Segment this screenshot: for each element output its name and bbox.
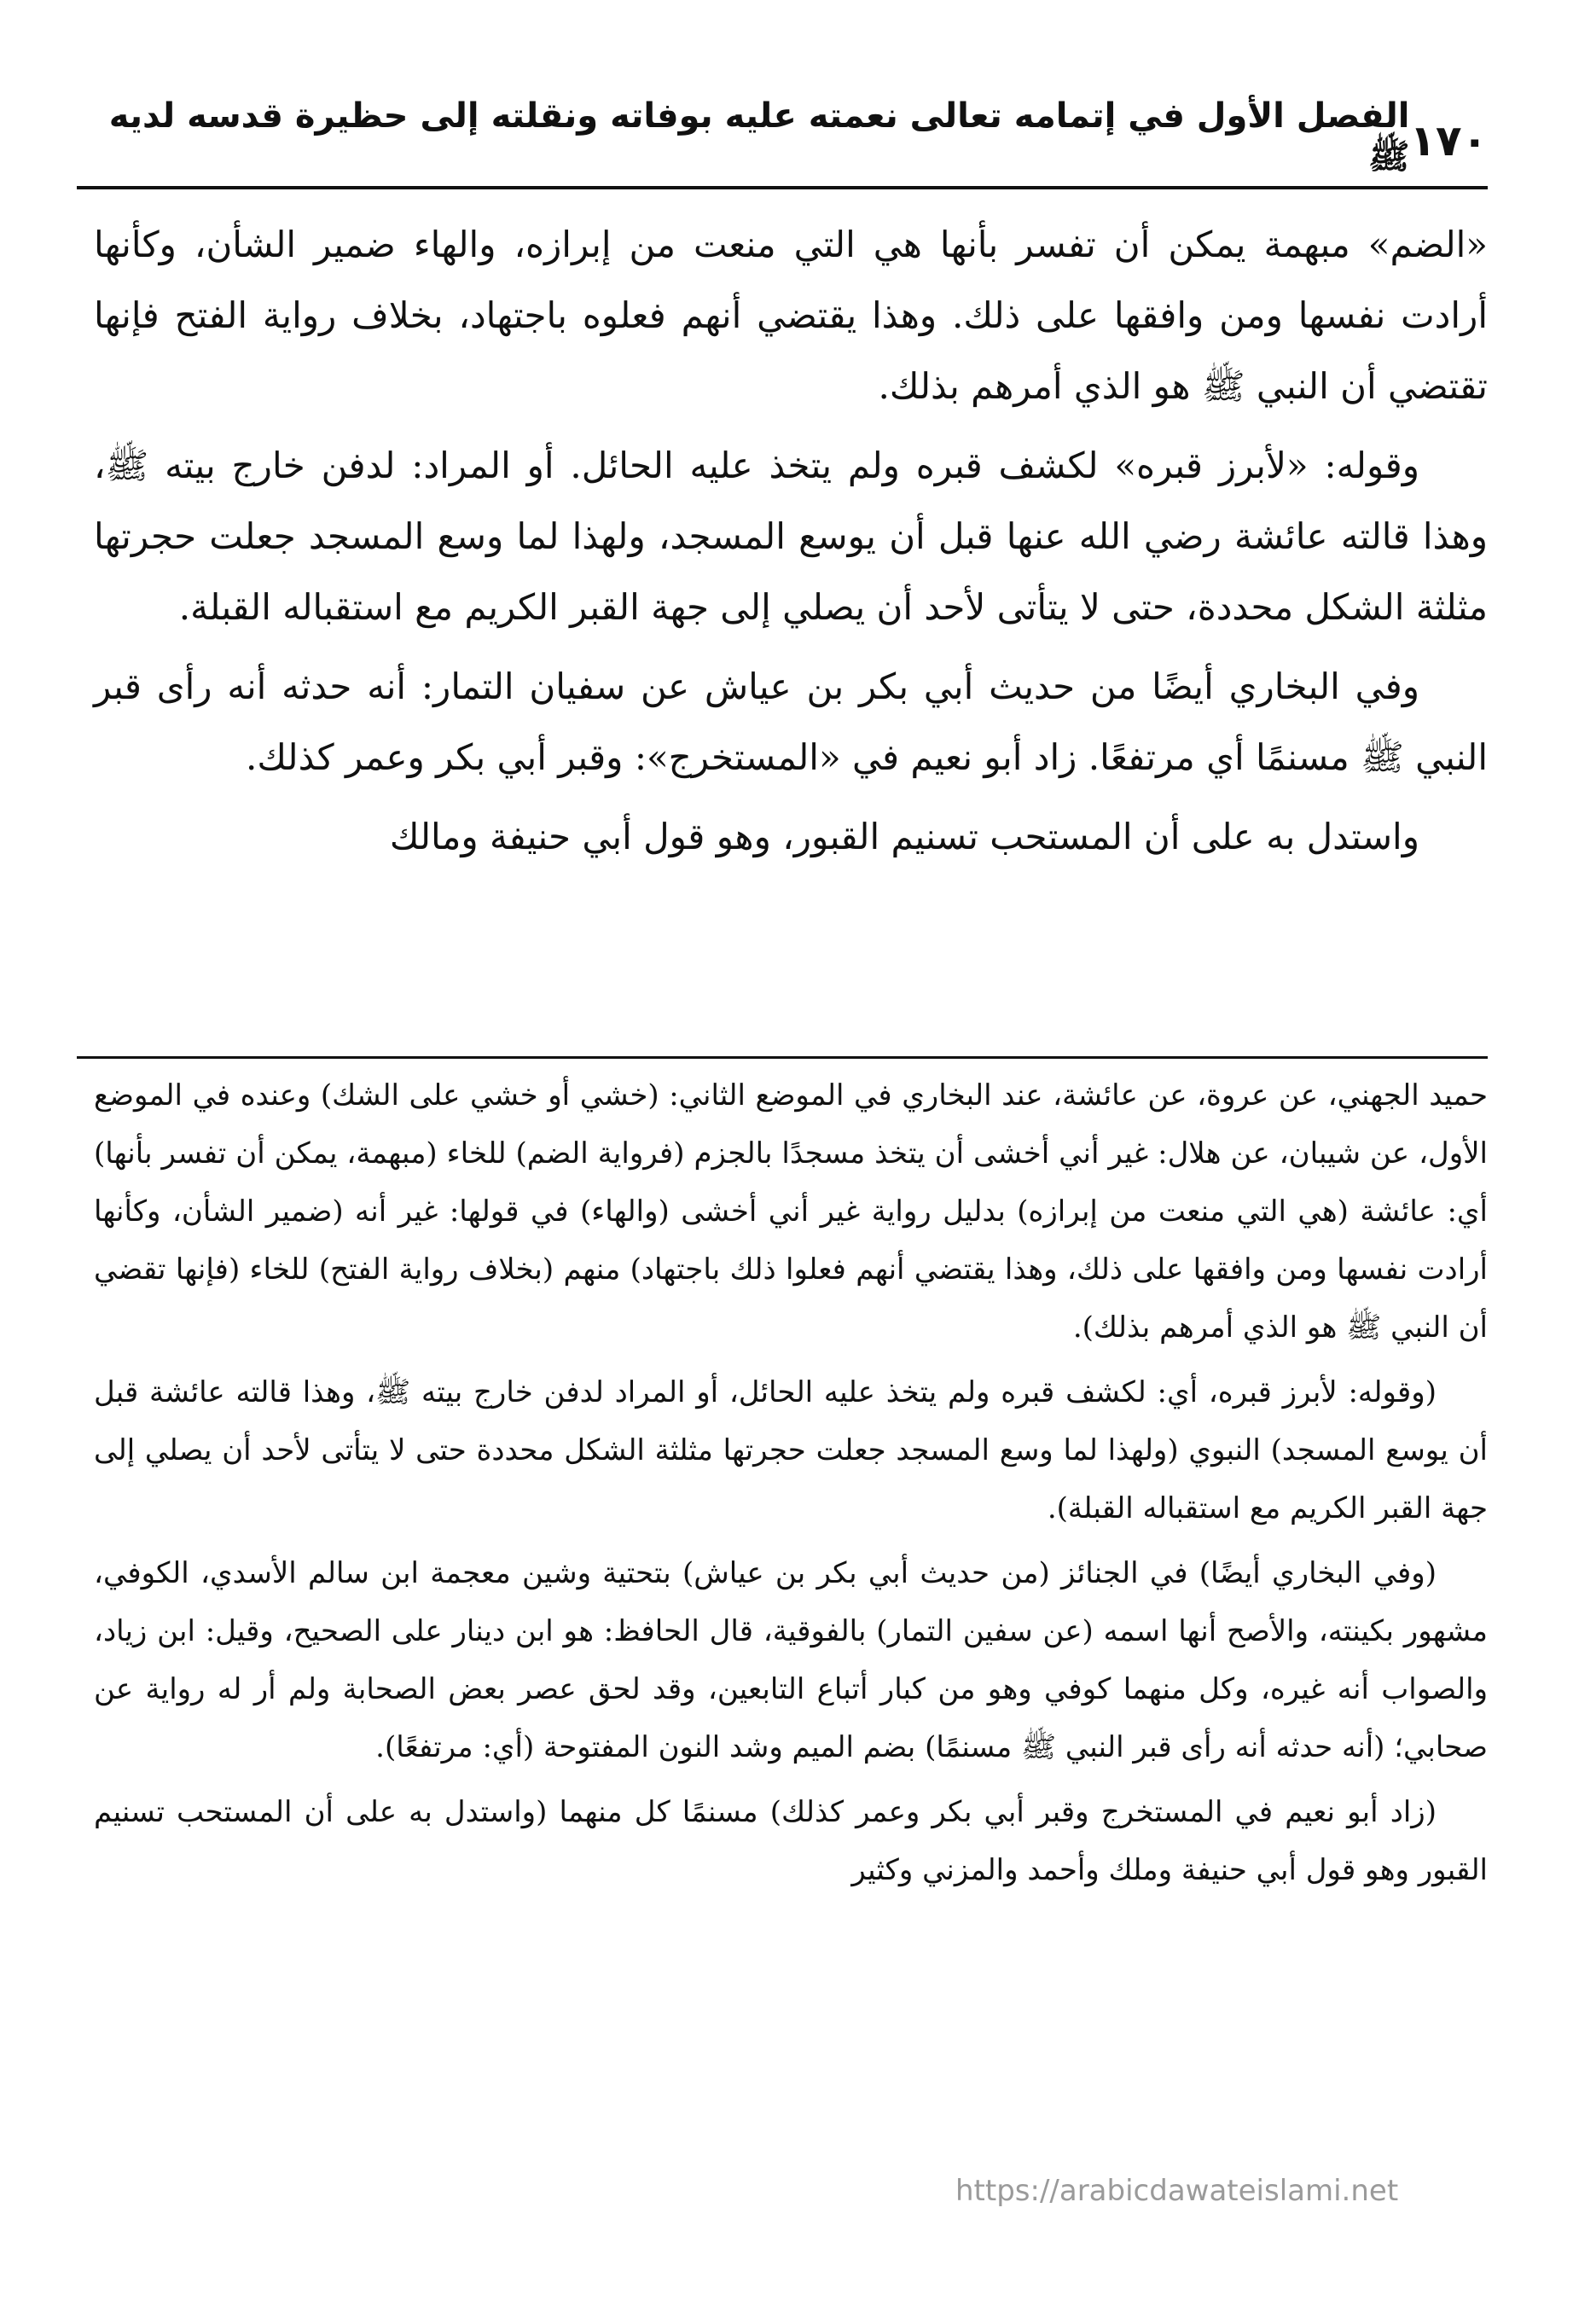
main-paragraph-4: واستدل به على أن المستحب تسنيم القبور، وهو قول أبي حنيفة ومالك	[389, 816, 1419, 857]
footnote-rule	[77, 1056, 1488, 1059]
main-paragraph-1: «الضم» مبهمة يمكن أن تفسر بأنها هي التي منعت من إبرازه، والهاء ضمير الشأن، وكأنها أرادت نفسها ومن وافقها على ذلك. وهذا يقتضي أنهم فعلوه باجتهاد، بخلاف رواية الفتح فإنها تقتضي أن النبي ﷺ هو الذي أمرهم بذلك.	[94, 224, 1488, 407]
commentary-paragraph-1: حميد الجهني، عن عروة، عن عائشة، عند البخاري في الموضع الثاني: (خشي أو خشي على الشك) وعنده في الموضع الأول، عن شيبان، عن هلال: غير أني أخشى أن يتخذ مسجدًا بالجزم (فرواية الضم) للخاء (مبهمة، يمكن أن تفسر بأنها) أي: عائشة (هي التي منعت من إبرازه) بدليل رواية غير أني أخشى (والهاء) في قولها: غير أنه (ضمير الشأن، وكأنها أرادت نفسها ومن وافقها على ذلك، وهذا يقتضي أنهم فعلوا ذلك باجتهاد) منهم (بخلاف رواية الفتح) للخاء (فإنها تقضي أن النبي ﷺ هو الذي أمرهم بذلك).	[94, 1078, 1488, 1345]
watermark-url: https://arabicdawateislami.net	[955, 2174, 1399, 2208]
header-rule	[77, 186, 1488, 189]
main-paragraph-2: وقوله: «لأبرز قبره» لكشف قبره ولم يتخذ عليه الحائل. أو المراد: لدفن خارج بيته ﷺ، وهذا قالته عائشة رضي الله عنها قبل أن يوسع المسجد، ولهذا لما وسع المسجد جعلت حجرتها مثلثة الشكل محددة، حتى لا يتأتى لأحد أن يصلي إلى جهة القبر الكريم مع استقباله القبلة.	[94, 444, 1488, 628]
commentary-paragraph-3: (وفي البخاري أيضًا) في الجنائز (من حديث أبي بكر بن عياش) بتحتية وشين معجمة ابن سالم الأسدي، الكوفي، مشهور بكينته، والأصح أنها اسمه (عن سفين التمار) بالفوقية، قال الحافظ: هو ابن دينار على الصحيح، وقيل: ابن زياد، والصواب أنه غيره، وكل منهما كوفي وهو من كبار أتباع التابعين، وقد لحق عصر بعض الصحابة ولم أر له رواية عن صحابي؛ (أنه حدثه أنه رأى قبر النبي ﷺ مسنمًا) بضم الميم وشد النون المفتوحة (أي: مرتفعًا).	[94, 1556, 1488, 1764]
page-header	[77, 96, 1488, 179]
main-paragraph-3: وفي البخاري أيضًا من حديث أبي بكر بن عياش عن سفيان التمار: أنه حدثه أنه رأى قبر النبي ﷺ مسنمًا أي مرتفعًا. زاد أبو نعيم في «المستخرج»: وقبر أبي بكر وعمر كذلك.	[94, 665, 1488, 778]
chapter-title: الفصل الأول في إتمامه تعالى نعمته عليه بوفاته ونقلته إلى حظيرة قدسه لديه ﷺ	[108, 96, 1410, 177]
commentary-text	[94, 1066, 1488, 1906]
commentary-paragraph-2: (وقوله: لأبرز قبره، أي: لكشف قبره ولم يتخذ عليه الحائل، أو المراد لدفن خارج بيته ﷺ، وهذا قالته عائشة قبل أن يوسع المسجد) النبوي (ولهذا لما وسع المسجد جعلت حجرتها مثلثة الشكل محددة حتى لا يتأتى لأحد أن يصلي إلى جهة القبر الكريم مع استقباله القبلة).	[94, 1375, 1489, 1525]
commentary-paragraph-4: (زاد أبو نعيم في المستخرج وقبر أبي بكر وعمر كذلك) مسنمًا كل منهما (واستدل به على أن المستحب تسنيم القبور وهو قول أبي حنيفة وملك وأحمد والمزني وكثير	[94, 1795, 1488, 1887]
main-text	[94, 209, 1488, 880]
page-number: ١٧٠	[1409, 116, 1488, 166]
